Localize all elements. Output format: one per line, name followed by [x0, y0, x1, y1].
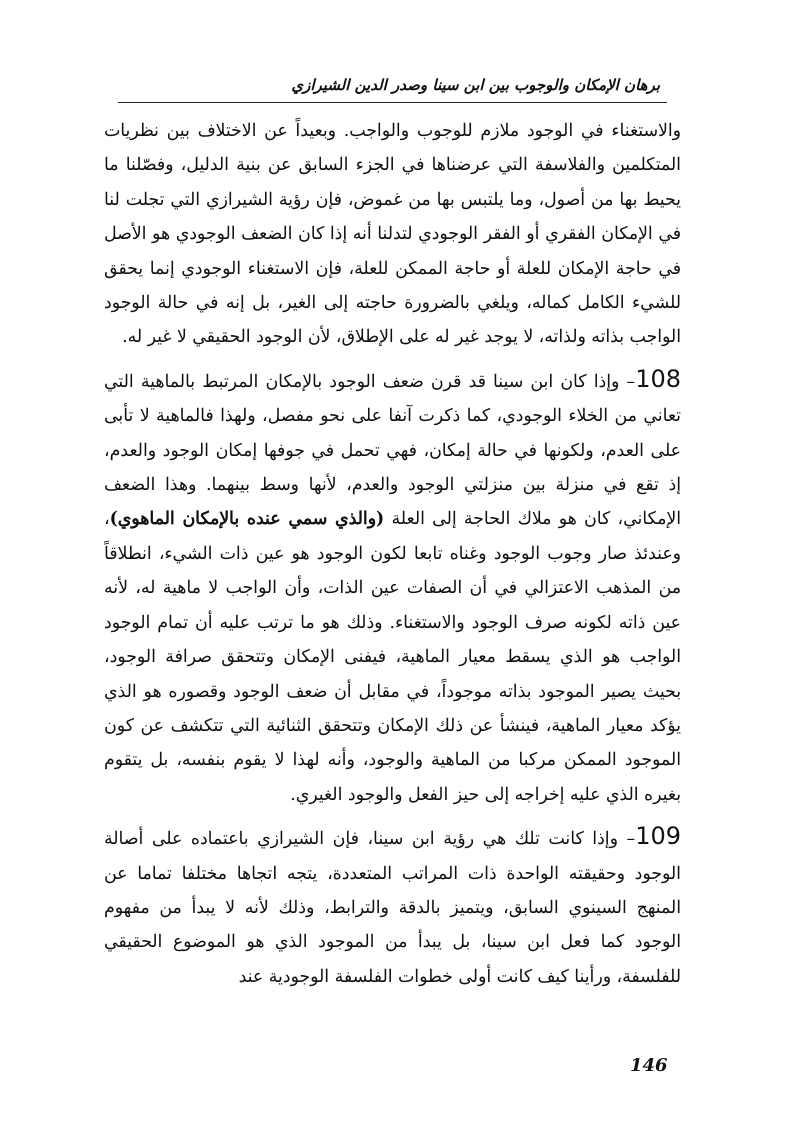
bold-phrase: (والذي سمي عنده بالإمكان الماهوي)	[109, 509, 385, 530]
paragraph-text-rest: ، وعندئذ صار وجوب الوجود وغناه تابعا لكون الوجود هو عين ذات الشيء، انطلاقاً من المذهب الاعتزالي في أن الصفات عين الذات، وأن الواجب لا ماهية له، لأنه عين ذاته لكونه صرف الوجود والاستغناء. وذلك هو ما ترتب عليه أن تمام الوجود الواجب هو الذي يسقط معيار الماهية، فيفنى الإمكان وتتحقق صرافة الوجود، بحيث يصير الموجود بذاته موجوداً، في مقابل أن ضعف الوجود وقصوره هو الذي يؤكد معيار الماهية، فينشأ عن ذلك الإمكان وتتحقق الثنائية التي تتكشف عن كون الموجود الممكن مركبا من الماهية والوجود، وأنه لهذا لا يقوم بنفسه، بل يتقوم بغيره الذي عليه إخراجه إلى حيز الفعل والوجود الغيري.	[104, 509, 681, 805]
paragraph-109	[104, 822, 681, 994]
paragraph-continued: والاستغناء في الوجود ملازم للوجوب والواجب. وبعيداً عن الاختلاف بين نظريات المتكلمين والفلاسفة التي عرضناها في الجزء السابق عن بنية الدليل، وفصّلنا ما يحيط بها من أصول، وما يلتبس بها من غموض، فإن رؤية الشيرازي التي تجلت لنا في الإمكان الفقري أو الفقر الوجودي لتدلنا أنه إذا كان الضعف الوجودي هو الأصل في حاجة الإمكان للعلة أو حاجة الممكن للعلة، فإن الاستغناء الوجودي إنما يحقق للشيء الكامل كماله، ويلغي بالضرورة حاجته إلى الغير، بل إنه في حالة الوجود الواجب بذاته ولذاته، لا يوجد غير له على الإطلاق، لأن الوجود الحقيقي لا غير له.	[104, 121, 681, 348]
paragraph-number: 109	[635, 822, 681, 851]
page-number: 146	[630, 1055, 668, 1076]
header-rule	[118, 102, 667, 103]
paragraph-108	[104, 365, 681, 812]
body-text	[104, 114, 681, 994]
running-header: برهان الإمكان والوجوب بين ابن سينا وصدر الدين الشيرازي	[291, 76, 660, 94]
paragraph-text: – وإذا كانت تلك هي رؤية ابن سينا، فإن الشيرازي باعتماده على أصالة الوجود وحقيقته الواحدة ذات المراتب المتعددة، يتجه اتجاها مختلفا تماما عن المنهج السينوي السابق، ويتميز بالدقة والترابط، وذلك لأنه لا يبدأ من مفهوم الوجود كما فعل ابن سينا، بل يبدأ من الموجود الذي هو الموضوع الحقيقي للفلسفة، ورأينا كيف كانت أولى خطوات الفلسفة الوجودية عند	[104, 829, 681, 987]
paragraph-number: 108	[635, 364, 681, 393]
paragraph-text: – وإذا كان ابن سينا قد قرن ضعف الوجود بالإمكان المرتبط بالماهية التي تعاني من الخلاء الوجودي، كما ذكرت آنفا على نحو مفصل، ولهذا فالماهية لا تأبى على العدم، ولكونها في حالة إمكان، فهي تحمل في جوفها إمكان الوجود والعدم، إذ تقع في منزلة بين منزلتي الوجود والعدم، لأنها وسط بينهما. وهذا الضعف الإمكاني، كان هو ملاك الحاجة إلى العلة	[104, 371, 681, 530]
